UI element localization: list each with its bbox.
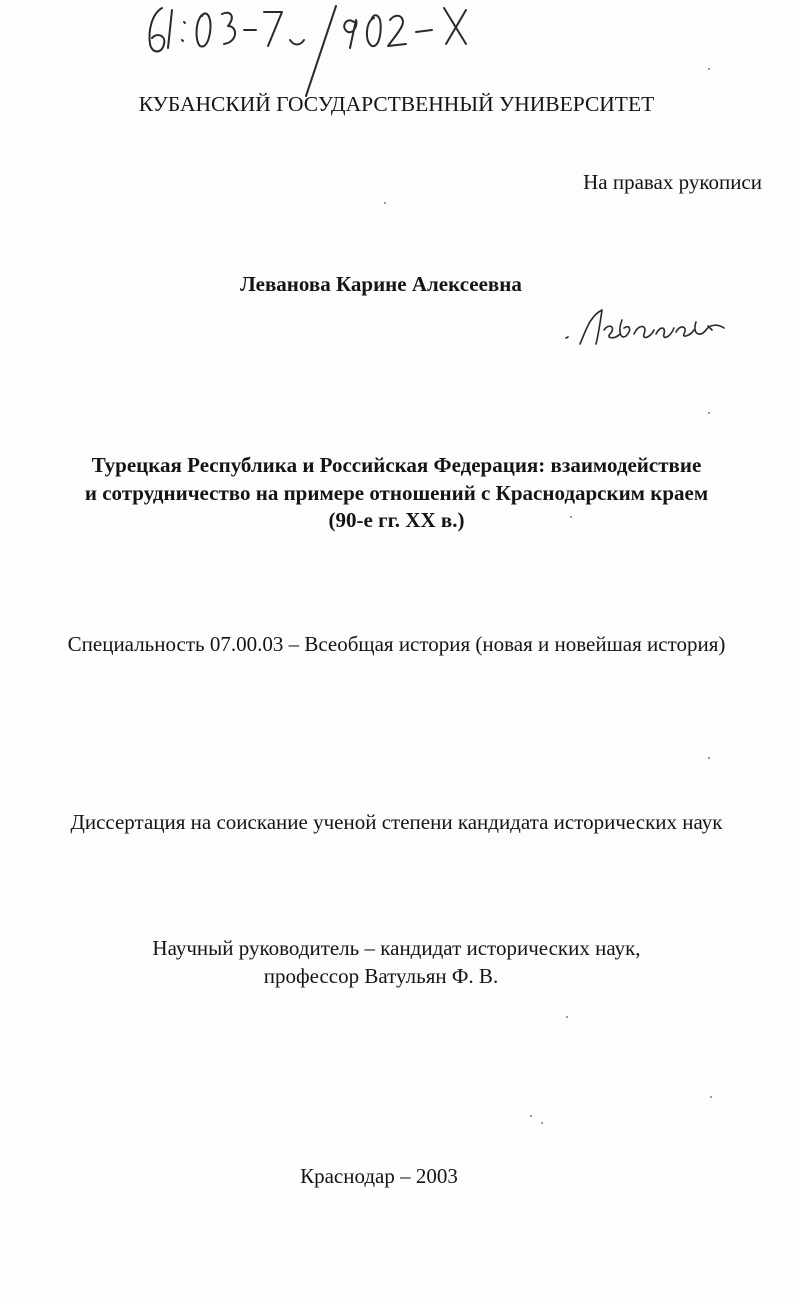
scan-speck: [530, 1115, 532, 1117]
title-line-1: Турецкая Республика и Российская Федерация: взаимодействие: [91, 453, 702, 477]
author-name: Леванова Карине Алексеевна: [240, 272, 522, 296]
scan-speck: [541, 1122, 543, 1124]
rights-note: На правах рукописи: [583, 170, 762, 194]
scan-speck: [708, 412, 710, 414]
author-signature: [560, 300, 740, 360]
advisor-line-2: профессор Ватульян Ф. В.: [263, 964, 499, 988]
dissertation-statement: Диссертация на соискание ученой степени кандидата исторических наук: [70, 810, 723, 834]
university-name: КУБАНСКИЙ ГОСУДАРСТВЕННЫЙ УНИВЕРСИТЕТ: [138, 92, 655, 116]
scan-speck: [708, 68, 710, 70]
scan-speck: [384, 202, 386, 204]
scan-speck: [566, 1016, 568, 1018]
place-and-year: Краснодар – 2003: [300, 1164, 458, 1188]
scan-speck: [708, 757, 710, 759]
advisor-line-1: Научный руководитель – кандидат исторических наук,: [152, 936, 641, 960]
title-line-3: (90-е гг. XX в.): [328, 508, 465, 532]
title-line-2: и сотрудничество на примере отношений с Краснодарским краем: [84, 481, 709, 505]
specialty: Специальность 07.00.03 – Всеобщая история (новая и новейшая история): [67, 632, 726, 656]
scan-speck: [570, 516, 572, 518]
scan-speck: [710, 1096, 712, 1098]
